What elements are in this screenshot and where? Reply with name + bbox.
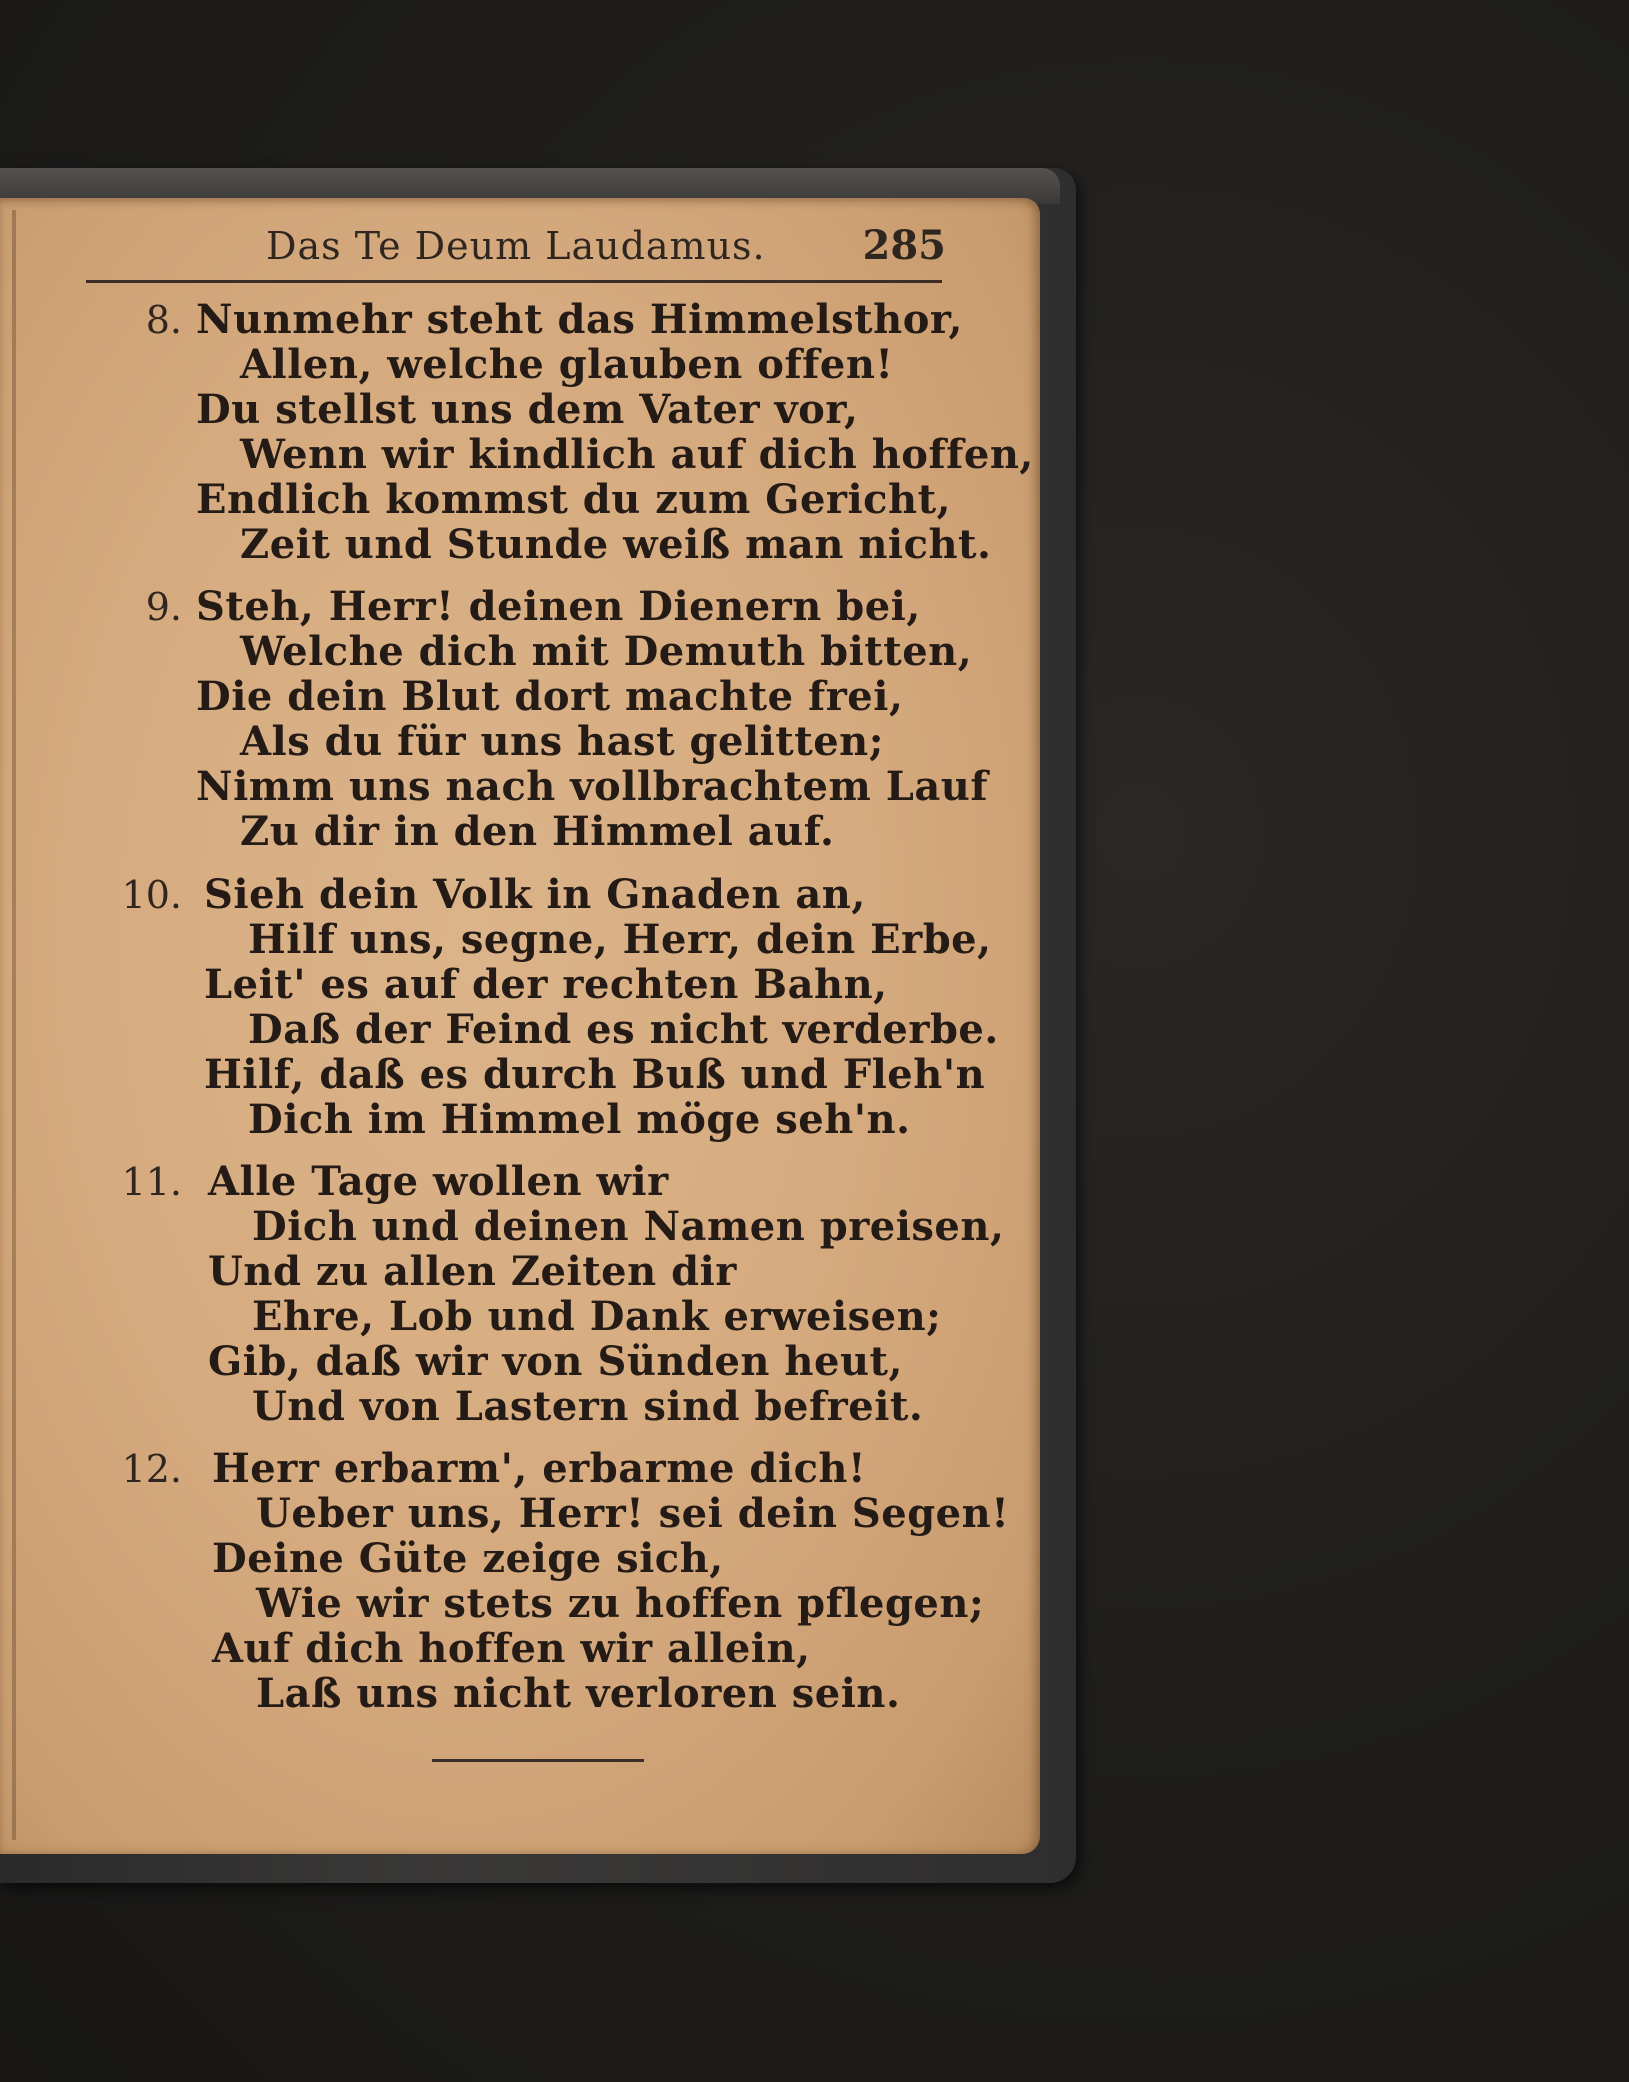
verse-line: Hilf, daß es durch Buß und Fleh'n bbox=[204, 1051, 986, 1098]
verse-line: Herr erbarm', erbarme dich! bbox=[212, 1445, 867, 1492]
verse-line: Ueber uns, Herr! sei dein Segen! bbox=[256, 1490, 1010, 1537]
page-number: 285 bbox=[862, 222, 946, 269]
verse-line: Hilf uns, segne, Herr, dein Erbe, bbox=[248, 916, 992, 963]
verse-line: Allen, welche glauben offen! bbox=[240, 341, 894, 388]
verse-line: Laß uns nicht verloren sein. bbox=[256, 1670, 901, 1717]
verse-line: Endlich kommst du zum Gericht, bbox=[196, 476, 951, 523]
verse-line: Du stellst uns dem Vater vor, bbox=[196, 386, 859, 433]
verse-line: Gib, daß wir von Sünden heut, bbox=[208, 1338, 903, 1385]
verse-number: 8. bbox=[145, 298, 182, 342]
verse-line: Daß der Feind es nicht verderbe. bbox=[248, 1006, 999, 1053]
verse-line: Zu dir in den Himmel auf. bbox=[240, 808, 835, 855]
verse-line: Und zu allen Zeiten dir bbox=[208, 1248, 737, 1295]
verse-line: Welche dich mit Demuth bitten, bbox=[240, 628, 973, 675]
verse-line: Zeit und Stunde weiß man nicht. bbox=[240, 521, 992, 568]
verse-line: Ehre, Lob und Dank erweisen; bbox=[252, 1293, 942, 1340]
verse-number: 12. bbox=[121, 1447, 182, 1491]
page-gutter bbox=[12, 210, 16, 1840]
verse-number: 10. bbox=[121, 873, 182, 917]
verse-line: Deine Güte zeige sich, bbox=[212, 1535, 724, 1582]
verse-line: Wenn wir kindlich auf dich hoffen, bbox=[240, 431, 1034, 478]
running-header bbox=[86, 218, 946, 278]
verse-line: Die dein Blut dort machte frei, bbox=[196, 673, 904, 720]
verse-line: Wie wir stets zu hoffen pflegen; bbox=[256, 1580, 985, 1627]
verse-line: Dich im Himmel möge seh'n. bbox=[248, 1096, 911, 1143]
verse-line: Sieh dein Volk in Gnaden an, bbox=[204, 871, 866, 918]
verse-number: 11. bbox=[121, 1160, 182, 1204]
verse-line: Alle Tage wollen wir bbox=[208, 1158, 669, 1205]
running-title: Das Te Deum Laudamus. bbox=[266, 224, 766, 268]
verse-line: Als du für uns hast gelitten; bbox=[240, 718, 885, 765]
verse-line: Steh, Herr! deinen Dienern bei, bbox=[196, 583, 921, 630]
verse-line: Dich und deinen Namen preisen, bbox=[252, 1203, 1005, 1250]
verse-number: 9. bbox=[145, 585, 182, 629]
verse-line: Und von Lastern sind befreit. bbox=[252, 1383, 924, 1430]
end-rule bbox=[432, 1759, 644, 1762]
header-rule bbox=[86, 280, 942, 283]
verse-line: Auf dich hoffen wir allein, bbox=[212, 1625, 811, 1672]
verse-line: Leit' es auf der rechten Bahn, bbox=[204, 961, 888, 1008]
verse-line: Nunmehr steht das Himmelsthor, bbox=[196, 296, 963, 343]
verse-line: Nimm uns nach vollbrachtem Lauf bbox=[196, 763, 989, 810]
